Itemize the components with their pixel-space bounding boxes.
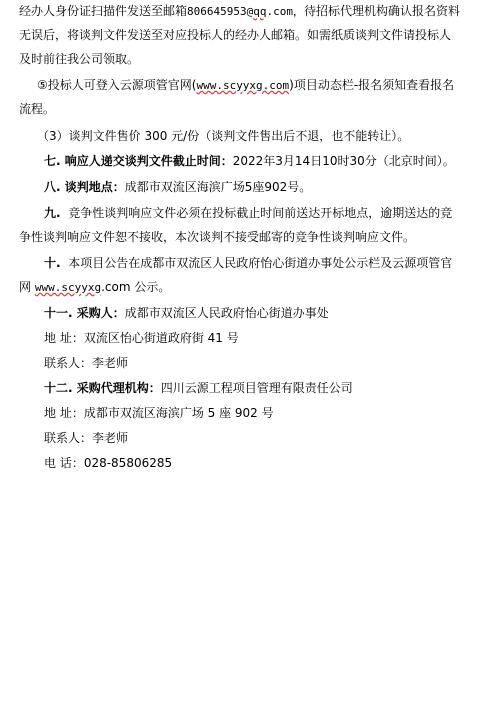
email-tld: .com， (266, 5, 304, 18)
purchaser-contact: 联系人：李老师 (44, 356, 129, 370)
text: 网 (19, 280, 32, 294)
para-price: （3）谈判文件售价 300 元/份（谈判文件售出后不退，也不能转让）。 (37, 129, 410, 143)
section-label: 八. 谈判地点： (44, 180, 125, 194)
para-registration-line-2: 无误后，将谈判文件发送至对应投标人的经办人邮箱。如需纸质谈判文件请投标人 (19, 28, 452, 42)
section-value: 四川云源工程项目管理有限责任公司 (160, 381, 353, 395)
section-purchaser (44, 305, 329, 321)
section-value: 2022年3月14日10时30分（北京时间）。 (232, 154, 455, 168)
email-at: @ (246, 5, 254, 18)
para-website-line-2: 流程。 (19, 102, 56, 116)
email-number: 806645953 (187, 5, 247, 18)
section-label: 十一. 采购人： (44, 306, 125, 320)
section-agency (44, 380, 353, 396)
text: 经办人身份证扫描件发送至邮箱 (19, 4, 188, 18)
agency-contact: 联系人：李老师 (44, 431, 129, 445)
section-10-line-1 (44, 255, 452, 271)
section-text: 竞争性谈判响应文件必须在投标截止时间前送达开标地点，逾期送达的竞 (68, 206, 453, 220)
para-registration-line-1 (19, 3, 460, 20)
section-text: 本项目公告在成都市双流区人民政府怡心街道办事处公示栏及云源项管官 (68, 256, 453, 270)
section-value: 成都市双流区海滨广场5座902号。 (124, 180, 312, 194)
para-registration-line-3: 及时前往我公司领取。 (19, 52, 140, 66)
text: ⑤投标人可登入云源项管官网( (37, 78, 197, 92)
section-10-line-2 (19, 279, 170, 296)
text: 待招标代理机构确认报名资料 (304, 4, 461, 18)
section-label: 九. (44, 206, 61, 220)
section-label: 十. (44, 256, 61, 270)
agency-phone: 电 话：028-85806285 (44, 456, 173, 470)
agency-address: 地 址：成都市双流区海滨广场 5 座 902 号 (44, 406, 274, 420)
section-value: 成都市双流区人民政府怡心街道办事处 (124, 306, 329, 320)
section-9-line-1 (44, 205, 452, 221)
section-9-line-2: 争性谈判响应文件恕不接收，本次谈判不接受邮寄的竞争性谈判响应文件。 (19, 230, 416, 244)
section-deadline (44, 153, 455, 169)
website-link[interactable]: www.scyyxg (34, 281, 102, 294)
website-link[interactable]: www.scyyxg.com (196, 79, 290, 92)
para-website-line-1 (37, 77, 454, 94)
text: )项目动态栏-报名须知查看报名 (289, 78, 455, 92)
purchaser-address: 地 址：双流区怡心街道政府街 41 号 (44, 331, 239, 345)
section-location (44, 179, 311, 195)
email-domain: qq (253, 5, 267, 18)
section-label: 七. 响应人递交谈判文件截止时间： (44, 154, 233, 168)
section-label: 十二. 采购代理机构： (44, 381, 161, 395)
text: .com 公示。 (101, 280, 171, 294)
